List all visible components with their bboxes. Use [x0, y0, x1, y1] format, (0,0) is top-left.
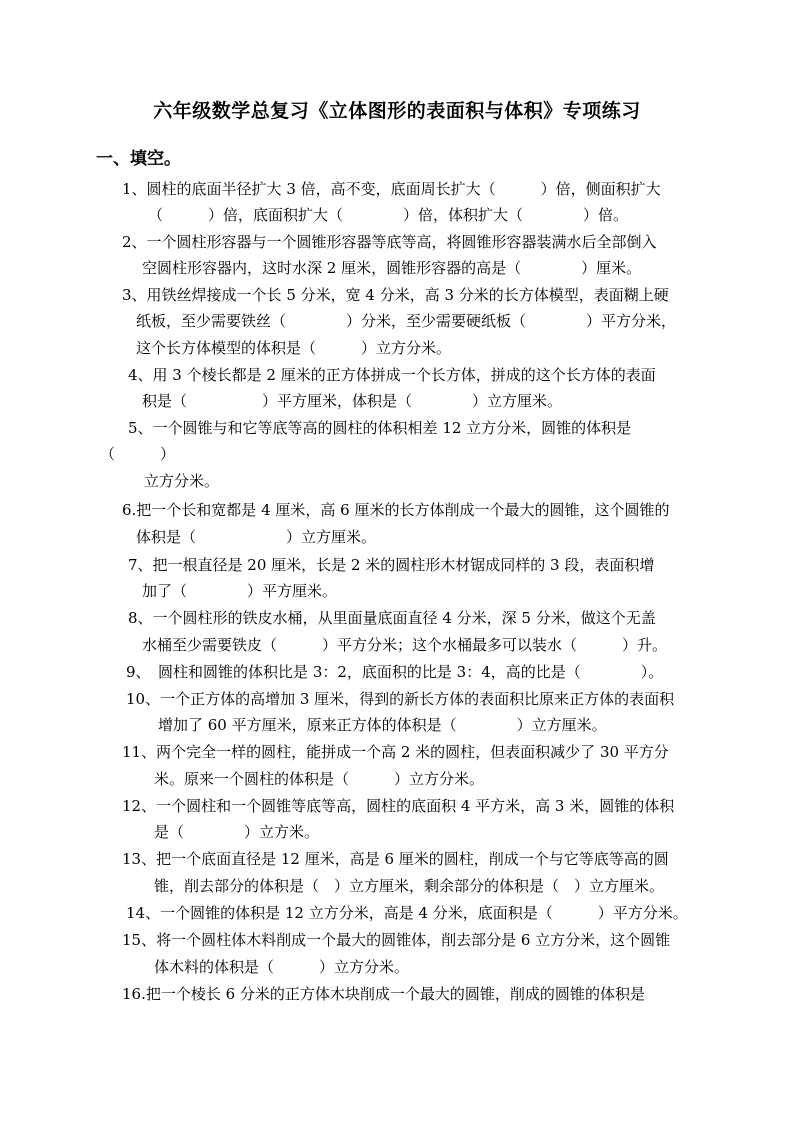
question-line: 8、一个圆柱形的铁皮水桶，从里面量底面直径 4 分米，深 5 分米，做这个无盖: [128, 609, 656, 627]
question-line: 16.把一个棱长 6 分米的正方体木块削成一个最大的圆锥，削成的圆锥的体积是: [122, 985, 645, 1003]
question-line: 3、用铁丝焊接成一个长 5 分米，宽 4 分米，高 3 分米的长方体模型，表面糊上硬: [122, 286, 669, 304]
question-line: 5、一个圆锥与和它等底等高的圆柱的体积相差 12 立方分米，圆锥的体积是: [128, 419, 632, 437]
question-line: 体积是（ ）立方厘米。: [136, 528, 377, 546]
question-line: 2、一个圆柱形容器与一个圆锥形容器等底等高，将圆锥形容器装满水后全部倒入: [122, 233, 657, 251]
question-line: （ ）倍，底面积扩大（ ）倍，体积扩大（ ）倍。: [148, 206, 629, 224]
question-line: 积是（ ）平方厘米，体积是（ ）立方厘米。: [142, 392, 563, 410]
question-line: 加了（ ）平方厘米。: [142, 582, 338, 600]
question-line: 10、一个正方体的高增加 3 厘米，得到的新长方体的表面积比原来正方体的表面积: [126, 690, 675, 708]
question-line: 立方分米。: [144, 472, 220, 490]
question-line: 米。原来一个圆柱的体积是（ ）立方分米。: [154, 770, 485, 788]
question-line: 14、一个圆锥的体积是 12 立方分米，高是 4 分米，底面积是（ ）平方分米。: [126, 904, 688, 922]
question-line: 9、 圆柱和圆锥的体积比是 3：2，底面积的比是 3：4，高的比是（ ）。: [126, 663, 664, 681]
question-line: 这个长方体模型的体积是（ ）立方分米。: [136, 339, 452, 357]
question-line: 15、将一个圆柱体木料削成一个最大的圆锥体，削去部分是 6 立方分米，这个圆锥: [122, 931, 671, 949]
question-line: 13、把一个底面直径是 12 厘米，高是 6 厘米的圆柱，削成一个与它等底等高的圆: [122, 850, 669, 868]
question-line: 增加了 60 平方厘米，原来正方体的体积是（ ）立方厘米。: [158, 716, 607, 734]
section-heading: 一、填空。: [96, 149, 181, 169]
question-line: 水桶至少需要铁皮（ ）平方分米；这个水桶最多可以装水（ ）升。: [142, 636, 668, 654]
question-line: 12、一个圆柱和一个圆锥等底等高，圆柱的底面积 4 平方米，高 3 米，圆锥的体积: [122, 797, 675, 815]
question-line: 6.把一个长和宽都是 4 厘米，高 6 厘米的长方体削成一个最大的圆锥，这个圆锥的: [122, 501, 670, 519]
page-title: 六年级数学总复习《立体图形的表面积与体积》专项练习: [153, 100, 641, 122]
question-line: 7、把一根直径是 20 厘米，长是 2 米的圆柱形木材锯成同样的 3 段，表面积增: [128, 556, 655, 574]
question-line: （ ）: [100, 445, 176, 463]
question-line: 是（ ）立方米。: [154, 823, 320, 841]
question-line: 1、圆柱的底面半径扩大 3 倍，高不变，底面周长扩大（ ）倍，侧面积扩大: [122, 180, 661, 198]
question-line: 11、两个完全一样的圆柱，能拼成一个高 2 米的圆柱，但表面积减少了 30 平方分: [122, 743, 669, 761]
question-line: 空圆柱形容器内，这时水深 2 厘米，圆锥形容器的高是（ ）厘米。: [142, 259, 642, 277]
question-line: 体木料的体积是（ ）立方分米。: [154, 958, 410, 976]
question-line: 锥，削去部分的体积是（ ）立方厘米，剩余部分的体积是（ ）立方厘米。: [154, 877, 665, 895]
question-line: 纸板，至少需要铁丝（ ）分米，至少需要硬纸板（ ）平方分米，: [136, 312, 677, 330]
question-line: 4、用 3 个棱长都是 2 厘米的正方体拼成一个长方体，拼成的这个长方体的表面: [128, 366, 656, 384]
